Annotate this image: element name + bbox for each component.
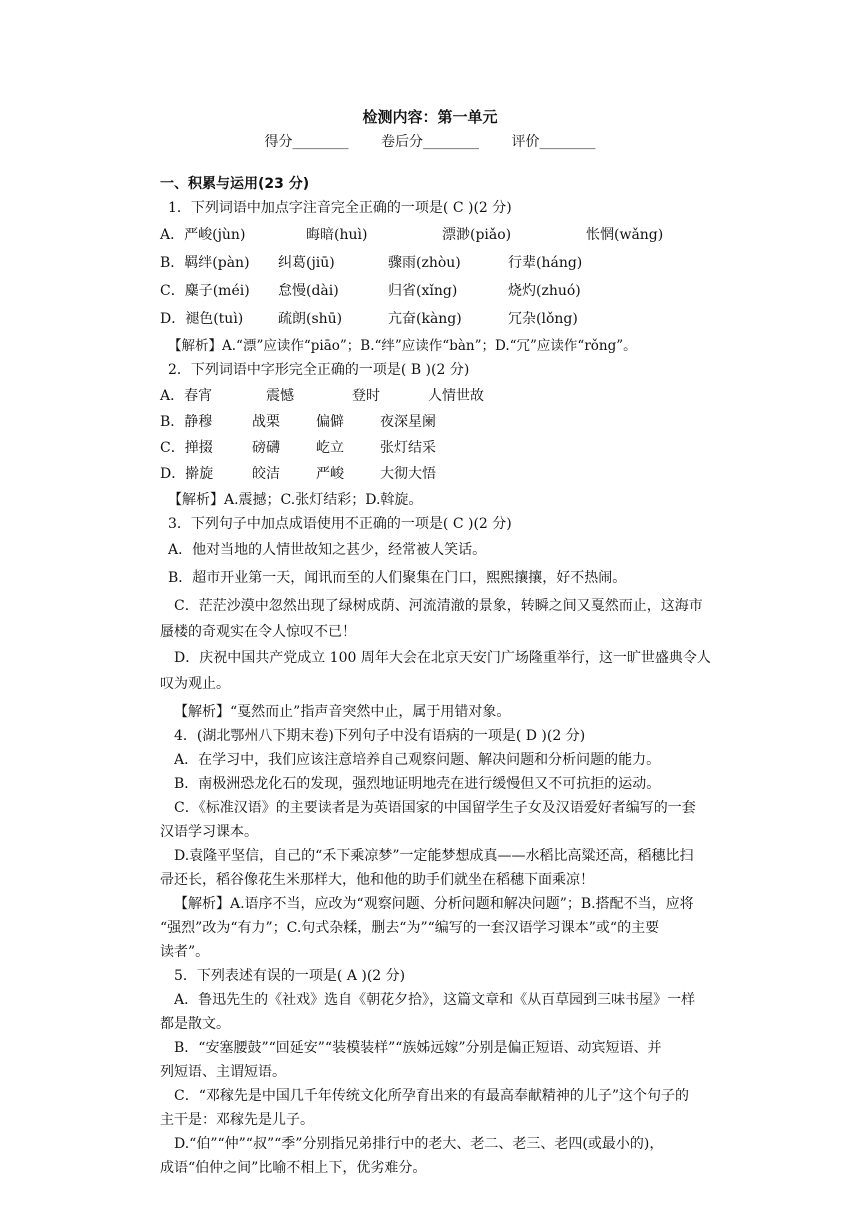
q5-option-d-line1: D.“伯”“仲”“叔”“季”分别指兄弟排行中的老大、老二、老三、老四(或最小的)， <box>174 1136 664 1152</box>
question-3-stem: 3．下列句子中加点成语使用不正确的一项是( C )(2 分) <box>168 516 512 532</box>
q5-option-b-line2: 列短语、主谓短语。 <box>160 1064 286 1080</box>
q1-option-a <box>160 222 740 248</box>
q2-b-word2: 战栗 <box>252 414 280 430</box>
q1-c-word2: 怠慢(dài) <box>278 283 339 299</box>
q1-a-word2: 晦暗(huì) <box>306 227 368 243</box>
q2-d-word3: 严峻 <box>316 466 344 482</box>
q3-option-d-line1: D．庆祝中国共产党成立 100 周年大会在北京天安门广场隆重举行，这一旷世盛典令人 <box>174 650 711 666</box>
q2-a-word4: 人情世故 <box>428 388 484 404</box>
q5-option-c-line1: C．“邓稼先是中国几千年传统文化所孕育出来的有最高奉献精神的儿子”这个句子的 <box>174 1088 690 1104</box>
q2-c-word4: 张灯结采 <box>380 440 436 456</box>
q1-d-word1: D．褪色(tuì) <box>160 311 244 327</box>
q1-c-word3: 归省(xǐng) <box>388 283 458 299</box>
q1-b-word3: 骤雨(zhòu) <box>388 255 461 271</box>
q3-option-b: B．超市开业第一天，闻讯而至的人们聚集在门口，熙熙攘攘，好不热闹。 <box>168 570 627 586</box>
q5-option-a-line1: A．鲁迅先生的《社戏》选自《朝花夕拾》，这篇文章和《从百草园到三味书屋》一样 <box>174 992 696 1008</box>
q3-option-c-line1: C．茫茫沙漠中忽然出现了绿树成荫、河流清澈的景象，转瞬之间又戛然而止，这海市 <box>174 598 703 614</box>
q2-a-word2: 震憾 <box>266 388 294 404</box>
exam-content <box>160 172 740 1180</box>
question-5-stem: 5．下列表述有误的一项是( A )(2 分) <box>174 968 406 984</box>
q2-option-d <box>160 462 740 486</box>
q1-analysis: 【解析】A.“漂”应读作“piāo”；B.“绊”应读作“bàn”；D.“冗”应读作“rǒng”。 <box>168 338 637 354</box>
rating-field: 评价________ <box>511 134 596 150</box>
q2-b-word3: 偏僻 <box>316 414 344 430</box>
q4-analysis-line3: 读者”。 <box>160 944 210 960</box>
q5-option-a-line2: 都是散文。 <box>160 1016 230 1032</box>
q2-c-word2: 磅礴 <box>252 440 280 456</box>
q3-option-c-line2: 蜃楼的奇观实在令人惊叹不已！ <box>160 624 356 640</box>
q2-c-word3: 屹立 <box>316 440 344 456</box>
q1-c-word4: 烧灼(zhuó) <box>508 283 581 299</box>
q1-option-c <box>160 278 740 304</box>
q1-a-word3: 漂渺(piǎo) <box>442 227 512 243</box>
q5-option-c-line2: 主干是：邓稼先是儿子。 <box>160 1112 314 1128</box>
q4-analysis-line2: “强烈”改为“有力”；C.句式杂糅，删去“为”“编写的一套汉语学习课本”或“的主要 <box>160 920 660 936</box>
q2-option-c <box>160 436 740 460</box>
q2-analysis: 【解析】A.震撼；C.张灯结彩；D.斡旋。 <box>168 492 423 508</box>
q2-b-word1: B．静穆 <box>160 414 213 430</box>
question-4-stem: 4．(湖北鄂州八下期末卷)下列句子中没有语病的一项是( D )(2 分) <box>174 728 586 744</box>
q2-d-word4: 大彻大悟 <box>380 466 436 482</box>
q3-option-d-line2: 叹为观止。 <box>160 676 230 692</box>
q1-d-word2: 疏朗(shū) <box>278 311 343 327</box>
q4-option-d-line1: D.袁隆平坚信，自己的“禾下乘凉梦”一定能梦想成真——水稻比高粱还高，稻穗比扫 <box>174 848 694 864</box>
q1-c-word1: C．麋子(méi) <box>160 283 250 299</box>
q1-b-word1: B．羁绊(pàn) <box>160 255 250 271</box>
q5-option-d-line2: 成语“伯仲之间”比喻不相上下，优劣难分。 <box>160 1160 427 1176</box>
q2-a-word1: A．春宵 <box>160 388 213 404</box>
q1-d-word3: 亢奋(kàng) <box>388 311 462 327</box>
q1-d-word4: 冗杂(lǒng) <box>508 311 578 327</box>
q2-c-word1: C．掸掇 <box>160 440 213 456</box>
q3-analysis: 【解析】“戛然而止”指声音突然中止，属于用错对象。 <box>174 704 511 720</box>
q2-d-word2: 皎洁 <box>252 466 280 482</box>
q1-option-b <box>160 250 740 276</box>
score-field: 得分________ <box>264 134 349 150</box>
q1-b-word4: 行辈(háng) <box>508 255 583 271</box>
q1-a-word1: A．严峻(jùn) <box>160 227 246 243</box>
q3-option-a: A．他对当地的人情世故知之甚少，经常被人笑话。 <box>168 542 487 558</box>
q1-b-word2: 纠葛(jiū) <box>278 255 335 271</box>
q4-option-c-line1: C．《标准汉语》的主要读者是为英语国家的中国留学生子女及汉语爱好者编写的一套 <box>174 800 696 816</box>
q1-option-d <box>160 306 740 332</box>
question-2-stem: 2．下列词语中字形完全正确的一项是( B )(2 分) <box>168 362 470 378</box>
q5-option-b-line1: B．“安塞腰鼓”“回延安”“装模装样”“族姊远嫁”分别是偏正短语、动宾短语、并 <box>174 1040 662 1056</box>
q2-d-word1: D．擀旋 <box>160 466 214 482</box>
paper-score-field: 卷后分________ <box>381 134 479 150</box>
q1-a-word4: 怅惘(wǎng) <box>586 227 664 243</box>
q4-option-d-line2: 帚还长，稻谷像花生米那样大，他和他的助手们就坐在稻穗下面乘凉！ <box>160 872 594 888</box>
q4-option-a: A．在学习中，我们应该注意培养自己观察问题、解决问题和分析问题的能力。 <box>174 752 661 768</box>
score-line <box>0 131 860 151</box>
question-1-stem: 1．下列词语中加点字注音完全正确的一项是( C )(2 分) <box>168 200 512 216</box>
q4-option-b: B．南极洲恐龙化石的发现，强烈地证明地壳在进行缓慢但又不可抗拒的运动。 <box>174 776 661 792</box>
q2-option-a <box>160 384 740 408</box>
q2-b-word4: 夜深星阑 <box>380 414 436 430</box>
q4-analysis-line1: 【解析】A.语序不当，应改为“观察问题、分析问题和解决问题”；B.搭配不当，应将 <box>174 896 694 912</box>
page-title: 检测内容：第一单元 <box>362 108 498 126</box>
q2-a-word3: 登时 <box>352 388 380 404</box>
q2-option-b <box>160 410 740 434</box>
q4-option-c-line2: 汉语学习课本。 <box>160 824 258 840</box>
section-heading: 一、积累与运用(23 分) <box>160 176 310 192</box>
